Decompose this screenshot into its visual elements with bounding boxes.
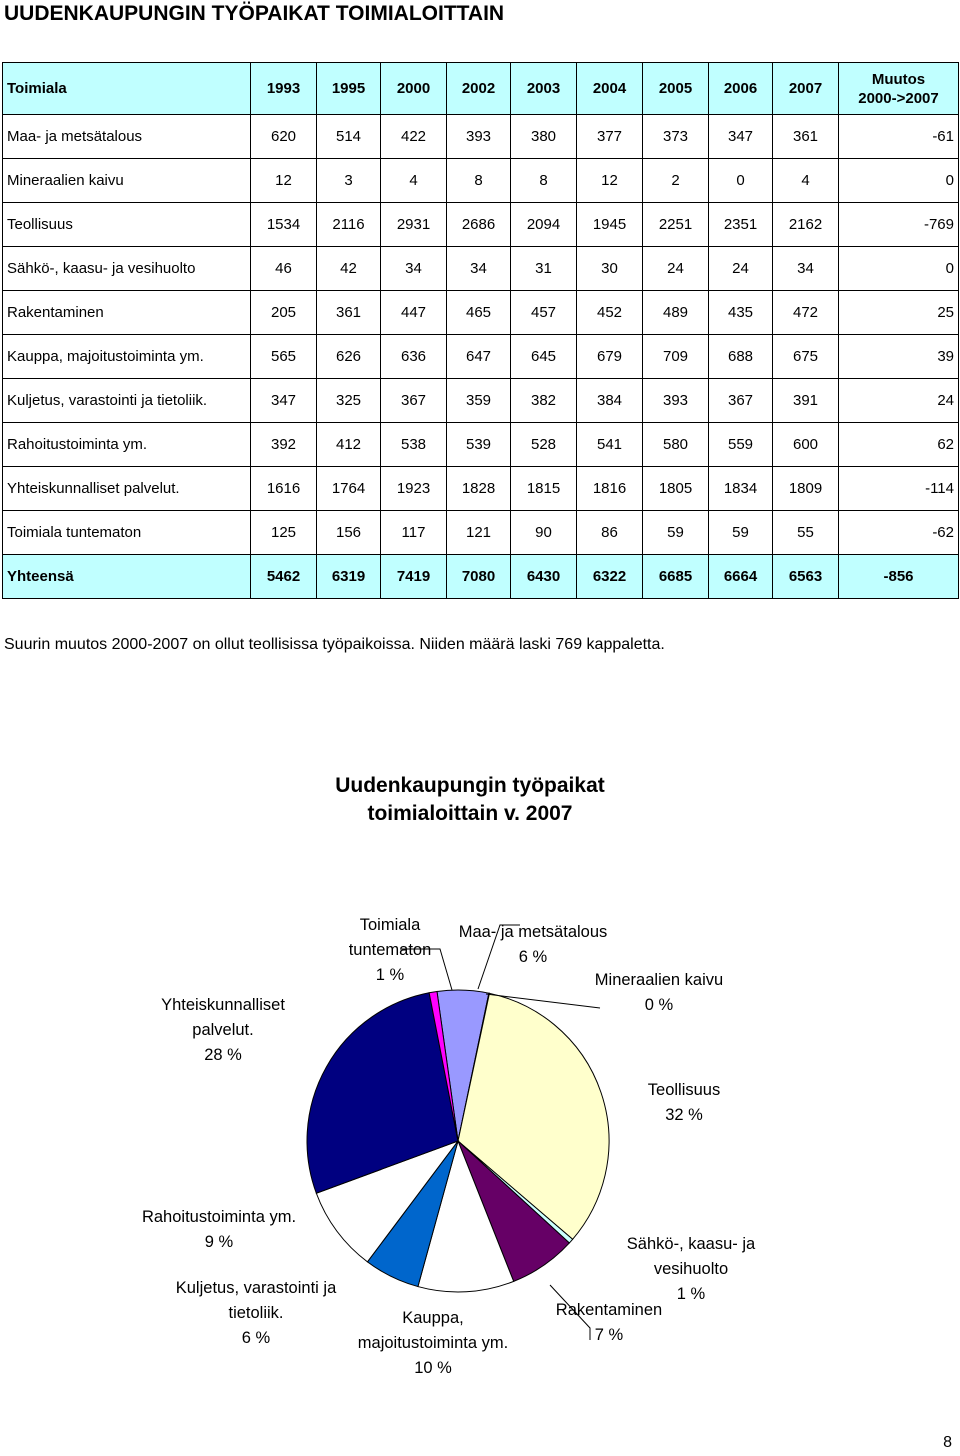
row-value: 377 [577, 115, 643, 159]
row-value: 675 [773, 335, 839, 379]
table-row [3, 379, 959, 423]
header-year: 2004 [577, 63, 643, 115]
row-value: 1828 [447, 467, 511, 511]
summary-note: Suurin muutos 2000-2007 on ollut teollisissa työpaikoissa. Niiden määrä laski 769 kappaletta. [4, 636, 665, 653]
table-row [3, 247, 959, 291]
row-value: 8 [511, 159, 577, 203]
row-value: 1764 [317, 467, 381, 511]
row-value: 412 [317, 423, 381, 467]
header-year: 2005 [643, 63, 709, 115]
row-category: Rahoitustoiminta ym. [3, 423, 251, 467]
row-value: 2 [643, 159, 709, 203]
row-value: 12 [251, 159, 317, 203]
row-value: 435 [709, 291, 773, 335]
slice-label-line: 0 % [644, 996, 674, 1014]
row-value: 6322 [577, 555, 643, 599]
slice-label [595, 971, 723, 1014]
row-value: 1945 [577, 203, 643, 247]
chart-title-line2: toimialoittain v. 2007 [367, 802, 573, 825]
table-header-row [3, 63, 959, 115]
row-value: 392 [251, 423, 317, 467]
row-value: 55 [773, 511, 839, 555]
row-value: 514 [317, 115, 381, 159]
slice-label [459, 923, 608, 966]
row-value: 1834 [709, 467, 773, 511]
row-value: 125 [251, 511, 317, 555]
row-value: 679 [577, 335, 643, 379]
slice-label-line: 9 % [204, 1233, 234, 1251]
slice-label [161, 996, 285, 1064]
row-value: 34 [447, 247, 511, 291]
row-change: -769 [839, 203, 959, 247]
row-value: 1815 [511, 467, 577, 511]
row-value: 34 [381, 247, 447, 291]
row-change: 0 [839, 159, 959, 203]
row-value: 8 [447, 159, 511, 203]
row-value: 1923 [381, 467, 447, 511]
row-value: 367 [381, 379, 447, 423]
slice-label-line: 6 % [518, 948, 548, 966]
row-value: 361 [773, 115, 839, 159]
row-change: 0 [839, 247, 959, 291]
row-value: 382 [511, 379, 577, 423]
row-value: 30 [577, 247, 643, 291]
slice-label-line: Rakentaminen [555, 1301, 663, 1319]
row-value: 1805 [643, 467, 709, 511]
row-value: 59 [643, 511, 709, 555]
row-value: 2094 [511, 203, 577, 247]
row-value: 559 [709, 423, 773, 467]
slice-label-line: 1 % [375, 966, 405, 984]
row-value: 626 [317, 335, 381, 379]
row-value: 528 [511, 423, 577, 467]
row-value: 4 [773, 159, 839, 203]
row-change: -61 [839, 115, 959, 159]
row-value: 6685 [643, 555, 709, 599]
row-value: 1816 [577, 467, 643, 511]
row-value: 565 [251, 335, 317, 379]
row-value: 2251 [643, 203, 709, 247]
row-value: 636 [381, 335, 447, 379]
slice-label-line: 7 % [594, 1326, 624, 1344]
slice-label [627, 1235, 756, 1303]
slice-label-line: 6 % [241, 1329, 271, 1347]
row-value: 457 [511, 291, 577, 335]
page-title: UUDENKAUPUNGIN TYÖPAIKAT TOIMIALOITTAIN [4, 2, 505, 25]
row-value: 391 [773, 379, 839, 423]
row-value: 359 [447, 379, 511, 423]
row-value: 580 [643, 423, 709, 467]
slice-label [176, 1279, 337, 1347]
row-value: 422 [381, 115, 447, 159]
slice-label-line: vesihuolto [653, 1260, 729, 1278]
row-value: 709 [643, 335, 709, 379]
table-row [3, 159, 959, 203]
table-row [3, 423, 959, 467]
slice-label-line: Kauppa, [402, 1309, 464, 1327]
row-value: 24 [643, 247, 709, 291]
row-value: 384 [577, 379, 643, 423]
row-value: 452 [577, 291, 643, 335]
row-value: 117 [381, 511, 447, 555]
row-change: -62 [839, 511, 959, 555]
row-value: 7419 [381, 555, 447, 599]
header-year: 2007 [773, 63, 839, 115]
row-value: 156 [317, 511, 381, 555]
row-value: 6563 [773, 555, 839, 599]
row-category: Yhteiskunnalliset palvelut. [3, 467, 251, 511]
employment-table [2, 62, 958, 599]
row-value: 361 [317, 291, 381, 335]
row-value: 86 [577, 511, 643, 555]
slice-label-line: Teollisuus [647, 1081, 721, 1099]
row-value: 373 [643, 115, 709, 159]
table-row [3, 291, 959, 335]
table-row [3, 335, 959, 379]
row-value: 325 [317, 379, 381, 423]
table-row [3, 115, 959, 159]
row-value: 121 [447, 511, 511, 555]
row-value: 6664 [709, 555, 773, 599]
slice-label-line: tietoliik. [228, 1304, 284, 1322]
header-change [839, 63, 959, 115]
row-value: 6430 [511, 555, 577, 599]
slice-label-line: Yhteiskunnalliset [161, 996, 285, 1014]
slice-label-line: Rahoitustoiminta ym. [141, 1208, 297, 1226]
row-category: Kuljetus, varastointi ja tietoliik. [3, 379, 251, 423]
slice-label [358, 1309, 508, 1377]
table-body [3, 115, 959, 599]
row-value: 12 [577, 159, 643, 203]
total-row [3, 555, 959, 599]
table-row [3, 203, 959, 247]
slice-label [648, 1081, 720, 1124]
row-value: 489 [643, 291, 709, 335]
slice-label-line: 1 % [676, 1285, 706, 1303]
row-category: Mineraalien kaivu [3, 159, 251, 203]
row-value: 59 [709, 511, 773, 555]
row-value: 90 [511, 511, 577, 555]
row-value: 447 [381, 291, 447, 335]
row-value: 2162 [773, 203, 839, 247]
row-value: 2116 [317, 203, 381, 247]
row-value: 347 [709, 115, 773, 159]
row-value: 539 [447, 423, 511, 467]
header-year: 1993 [251, 63, 317, 115]
table-row [3, 467, 959, 511]
row-value: 24 [709, 247, 773, 291]
row-value: 3 [317, 159, 381, 203]
row-category: Kauppa, majoitustoiminta ym. [3, 335, 251, 379]
row-category: Sähkö-, kaasu- ja vesihuolto [3, 247, 251, 291]
header-year: 2003 [511, 63, 577, 115]
row-value: 4 [381, 159, 447, 203]
row-value: 2351 [709, 203, 773, 247]
row-value: 46 [251, 247, 317, 291]
slice-label-line: Kuljetus, varastointi ja [175, 1279, 337, 1297]
header-year: 1995 [317, 63, 381, 115]
header-year: 2006 [709, 63, 773, 115]
row-value: 1809 [773, 467, 839, 511]
slice-label-line: Sähkö-, kaasu- ja [626, 1235, 756, 1253]
slice-label-line: majoitustoiminta ym. [357, 1334, 509, 1352]
slice-label-line: Maa- ja metsätalous [458, 923, 608, 941]
row-value: 1616 [251, 467, 317, 511]
header-change-line2: 2000->2007 [858, 89, 939, 107]
row-value: 34 [773, 247, 839, 291]
header-year: 2000 [381, 63, 447, 115]
row-value: 347 [251, 379, 317, 423]
data-table [2, 62, 959, 599]
row-value: 393 [643, 379, 709, 423]
row-value: 472 [773, 291, 839, 335]
pie-slices [307, 990, 609, 1292]
row-change: 39 [839, 335, 959, 379]
row-category: Maa- ja metsätalous [3, 115, 251, 159]
row-value: 645 [511, 335, 577, 379]
row-change: -856 [839, 555, 959, 599]
row-value: 393 [447, 115, 511, 159]
row-category: Teollisuus [3, 203, 251, 247]
header-change-line1: Muutos [871, 70, 926, 88]
slice-label [142, 1208, 296, 1251]
row-value: 31 [511, 247, 577, 291]
row-value: 0 [709, 159, 773, 203]
row-value: 367 [709, 379, 773, 423]
row-value: 647 [447, 335, 511, 379]
table-row [3, 511, 959, 555]
row-value: 2686 [447, 203, 511, 247]
row-change: 24 [839, 379, 959, 423]
slice-label-line: Toimiala [359, 916, 421, 934]
row-value: 541 [577, 423, 643, 467]
slice-label [349, 916, 432, 984]
row-value: 465 [447, 291, 511, 335]
header-toimiala: Toimiala [3, 63, 251, 115]
row-value: 380 [511, 115, 577, 159]
row-change: 25 [839, 291, 959, 335]
row-value: 620 [251, 115, 317, 159]
slice-label [556, 1301, 662, 1344]
row-value: 600 [773, 423, 839, 467]
row-value: 6319 [317, 555, 381, 599]
slice-label-line: 32 % [665, 1106, 703, 1124]
row-category: Toimiala tuntematon [3, 511, 251, 555]
header-year: 2002 [447, 63, 511, 115]
row-value: 5462 [251, 555, 317, 599]
row-value: 7080 [447, 555, 511, 599]
slice-label-line: palvelut. [192, 1021, 254, 1039]
page-number: 8 [943, 1434, 952, 1451]
row-value: 538 [381, 423, 447, 467]
row-value: 1534 [251, 203, 317, 247]
slice-label-line: Mineraalien kaivu [594, 971, 724, 989]
chart-title-line1: Uudenkaupungin työpaikat [335, 774, 605, 797]
row-change: 62 [839, 423, 959, 467]
row-value: 2931 [381, 203, 447, 247]
slice-label-line: tuntematon [348, 941, 432, 959]
row-value: 688 [709, 335, 773, 379]
row-category: Yhteensä [3, 555, 251, 599]
row-value: 42 [317, 247, 381, 291]
slice-label-line: 10 % [414, 1359, 452, 1377]
row-category: Rakentaminen [3, 291, 251, 335]
pie-chart [0, 760, 960, 1400]
slice-label-line: 28 % [204, 1046, 242, 1064]
row-change: -114 [839, 467, 959, 511]
row-value: 205 [251, 291, 317, 335]
